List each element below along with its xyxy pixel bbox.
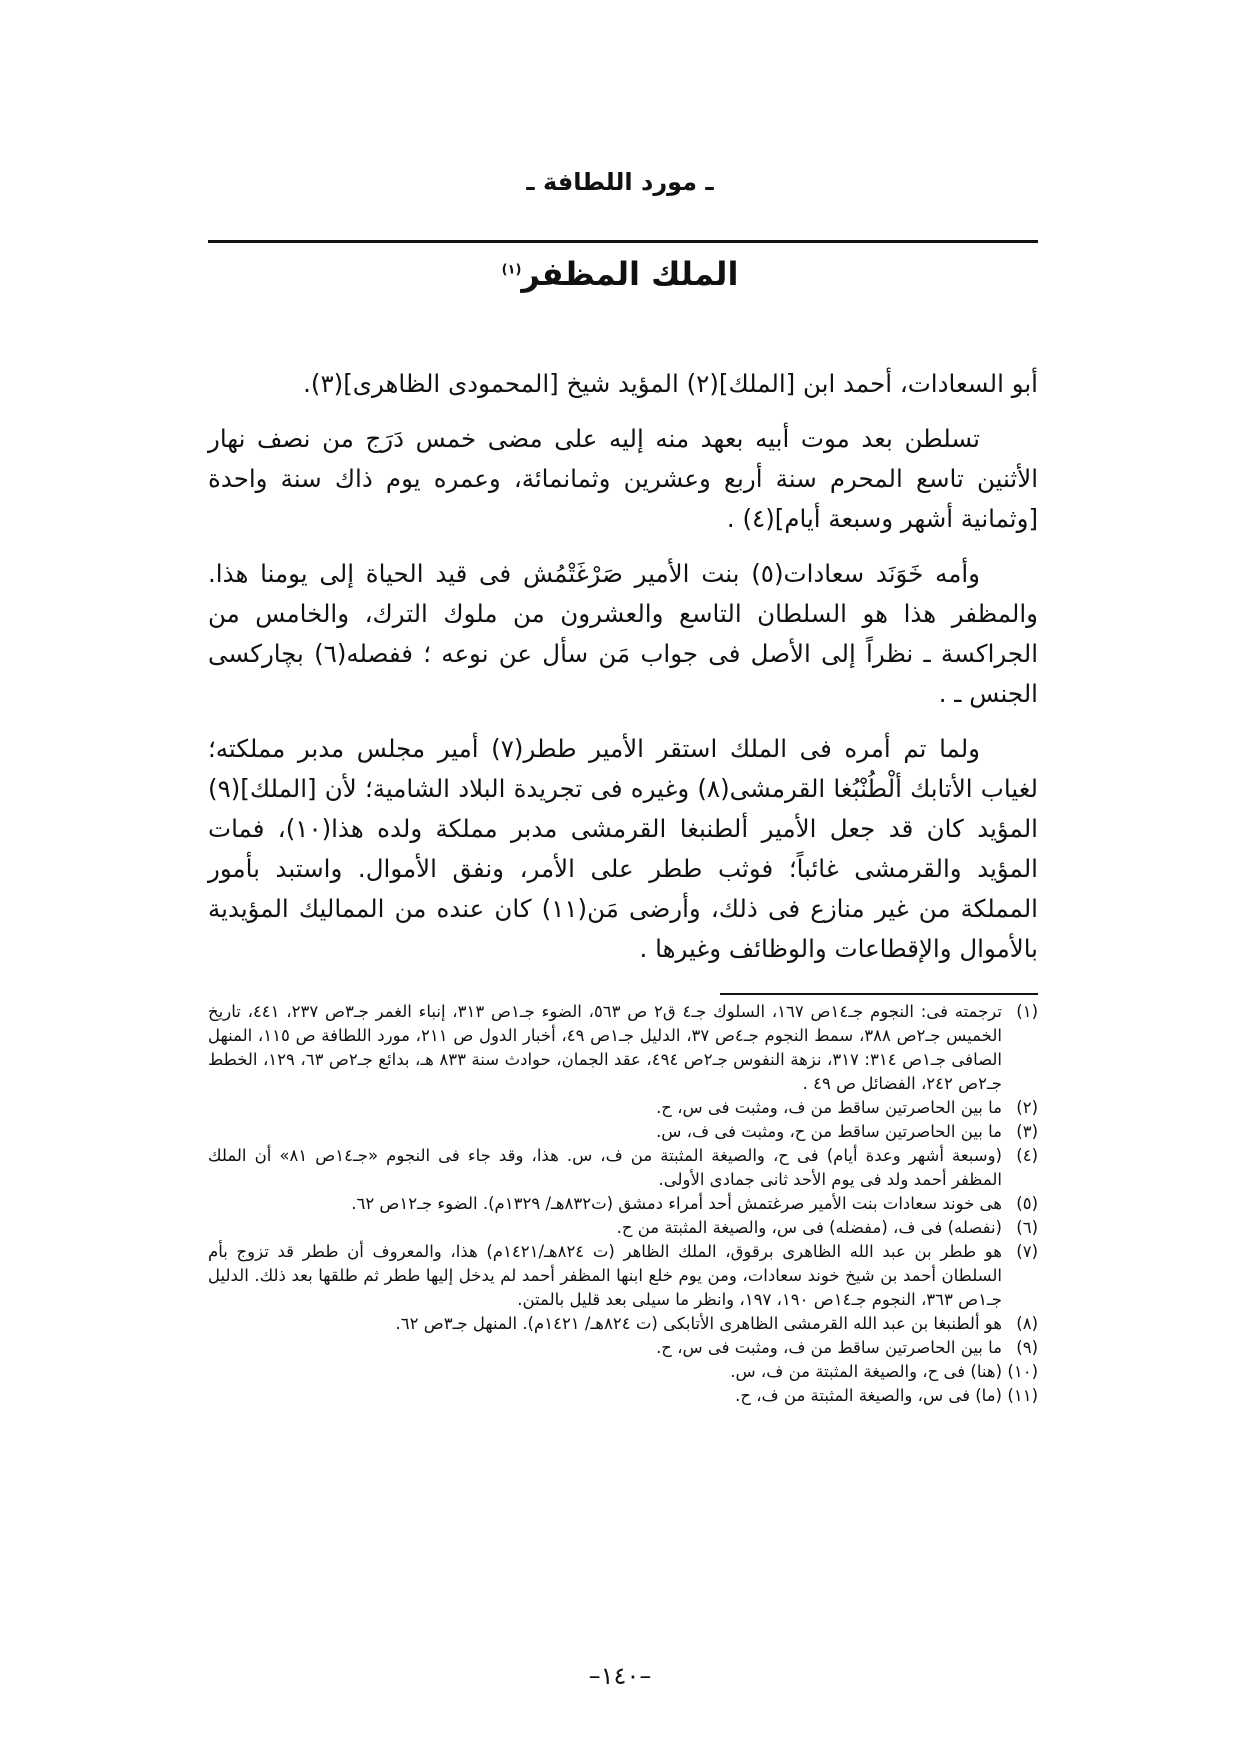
footnote-number: (٥) [1016,1194,1038,1213]
footnote-number: (٦) [1016,1218,1038,1237]
chapter-title [0,255,1240,293]
paragraph-1: أبو السعادات، أحمد ابن [الملك](٢) المؤيد شيخ [المحمودى الظاهرى](٣). [303,369,1038,398]
chapter-title-note: (١) [501,262,522,278]
footnote-text: (وسبعة أشهر وعدة أيام) فى ح، والصيغة المثبتة من ف، س. هذا، وقد جاء فى النجوم «جـ١٤ص ٨١» أن الملك المظفر أحمد ولد فى يوم الأحد ثانى جمادى الأولى. [208,1146,1002,1189]
footnote [208,1360,1038,1384]
page-number: –١٤٠– [588,1662,652,1690]
footnote-text: (ما) فى س، والصيغة المثبتة من ف، ح. [735,1386,1002,1405]
footnote-number: (٣) [1016,1122,1038,1141]
running-header: ـ مورد اللطافة ـ [526,168,714,196]
footnote-number: (٩) [1016,1338,1038,1357]
footnote-text: (هنا) فى ح، والصيغة المثبتة من ف، س. [730,1362,1002,1381]
footnote-number: (٨) [1016,1314,1038,1333]
footnote-number: (٢) [1016,1098,1038,1117]
footnote-text: ترجمته فى: النجوم جـ١٤ص ١٦٧، السلوك جـ٤ ق٢ ص ٥٦٣، الضوء جـ١ص ٣١٣، إنباء الغمر جـ٣ص ٢٣٧، ٤٤١، تاريخ الخميس جـ٢ص ٣٨٨، سمط النجوم جـ٤ص ٣٧، الدليل جـ١ص ٤٩، أخبار الدول ص ٢١١، مورد اللطافة ص ١١٥، المنهل الصافى جـ١ص ٣١٤: ٣١٧، نزهة النفوس جـ٢ص ٤٩٤، عقد الجمان، حوادث سنة ٨٣٣ هـ، بدائع جـ٢ص ٦٣، ١٢٩، الخطط جـ٢ص ٢٤٢، الفضائل ص ٤٩ . [208,1002,1003,1093]
footnote-number: (١٠) [1007,1362,1038,1381]
footnote-number: (١١) [1007,1386,1038,1405]
footnote-text: ما بين الحاصرتين ساقط من ف، ومثبت فى س، ح. [656,1098,1002,1117]
footnote [208,1216,1038,1240]
footnote-divider [720,993,1038,995]
footnote-number: (٧) [1016,1242,1038,1261]
footnote [208,1144,1038,1192]
footnote [208,1000,1038,1096]
paragraph-2: تسلطن بعد موت أبيه بعهد منه إليه على مضى خمس دَرَج من نصف نهار الأثنين تاسع المحرم سنة أربع وعشرين وثمانمائة، وعمره يوم ذاك سنة واحدة [وثمانية أشهر وسبعة أيام](٤) . [208,424,1038,533]
main-text [208,364,1038,984]
footnote [208,1240,1038,1312]
footnote-number: (١) [1016,1002,1038,1021]
footnote-text: (نفصله) فى ف، (مفضله) فى س، والصيغة المثبتة من ح. [616,1218,1002,1237]
footnotes [208,1000,1038,1408]
footnote-text: هو ططر بن عبد الله الظاهرى برقوق، الملك الظاهر (ت ٨٢٤هـ/١٤٢١م) هذا، والمعروف أن ططر قد تزوج بأم السلطان أحمد بن شيخ خوند سعادات، ومن يوم خلع ابنها المظفر أحمد لم يدخل إليها ططر ثم طلقها بعد ذلك. الدليل جـ١ص ٣٦٣، النجوم جـ١٤ص ١٩٠، ١٩٧، وانظر ما سيلى بعد قليل بالمتن. [208,1242,1002,1309]
header-divider [208,240,1038,243]
footnote-text: هى خوند سعادات بنت الأمير صرغتمش أحد أمراء دمشق (ت٨٣٢هـ/ ١٣٢٩م). الضوء جـ١٢ص ٦٢. [351,1194,1002,1213]
chapter-title-text: الملك المظفر [521,255,739,293]
paragraph-3: وأمه خَوَنَد سعادات(٥) بنت الأمير صَرْغَتْمُش فى قيد الحياة إلى يومنا هذا. والمظفر هذا هو السلطان التاسع والعشرون من ملوك الترك، والخامس من الجراكسة ـ نظراً إلى الأصل فى جواب مَن سأل عن نوعه ؛ ففصله(٦) بچاركسى الجنس ـ . [208,559,1038,708]
footnote [208,1312,1038,1336]
footnote [208,1192,1038,1216]
footnote [208,1120,1038,1144]
footnote [208,1384,1038,1408]
footnote-number: (٤) [1016,1146,1038,1165]
paragraph-4: ولما تم أمره فى الملك استقر الأمير ططر(٧) أمير مجلس مدبر مملكته؛ لغياب الأتابك ألْطُنْبُغا القرمشى(٨) وغيره فى تجريدة البلاد الشامية؛ لأن [الملك](٩) المؤيد كان قد جعل الأمير ألطنبغا القرمشى مدبر مملكة ولده هذا(١٠)، فمات المؤيد والقرمشى غائباً؛ فوثب ططر على الأمر، ونفق الأموال. واستبد بأمور المملكة من غير منازع فى ذلك، وأرضى مَن(١١) كان عنده من المماليك المؤيدية بالأموال والإقطاعات والوظائف وغيرها . [208,734,1038,963]
footnote-text: هو ألطنبغا بن عبد الله القرمشى الظاهرى الأتابكى (ت ٨٢٤هـ/ ١٤٢١م). المنهل جـ٣ص ٦٢. [395,1314,1002,1333]
footnote-text: ما بين الحاصرتين ساقط من ف، ومثبت فى س، ح. [656,1338,1002,1357]
footnote-text: ما بين الحاصرتين ساقط من ح، ومثبت فى ف، س. [656,1122,1002,1141]
footnote [208,1096,1038,1120]
footnote [208,1336,1038,1360]
